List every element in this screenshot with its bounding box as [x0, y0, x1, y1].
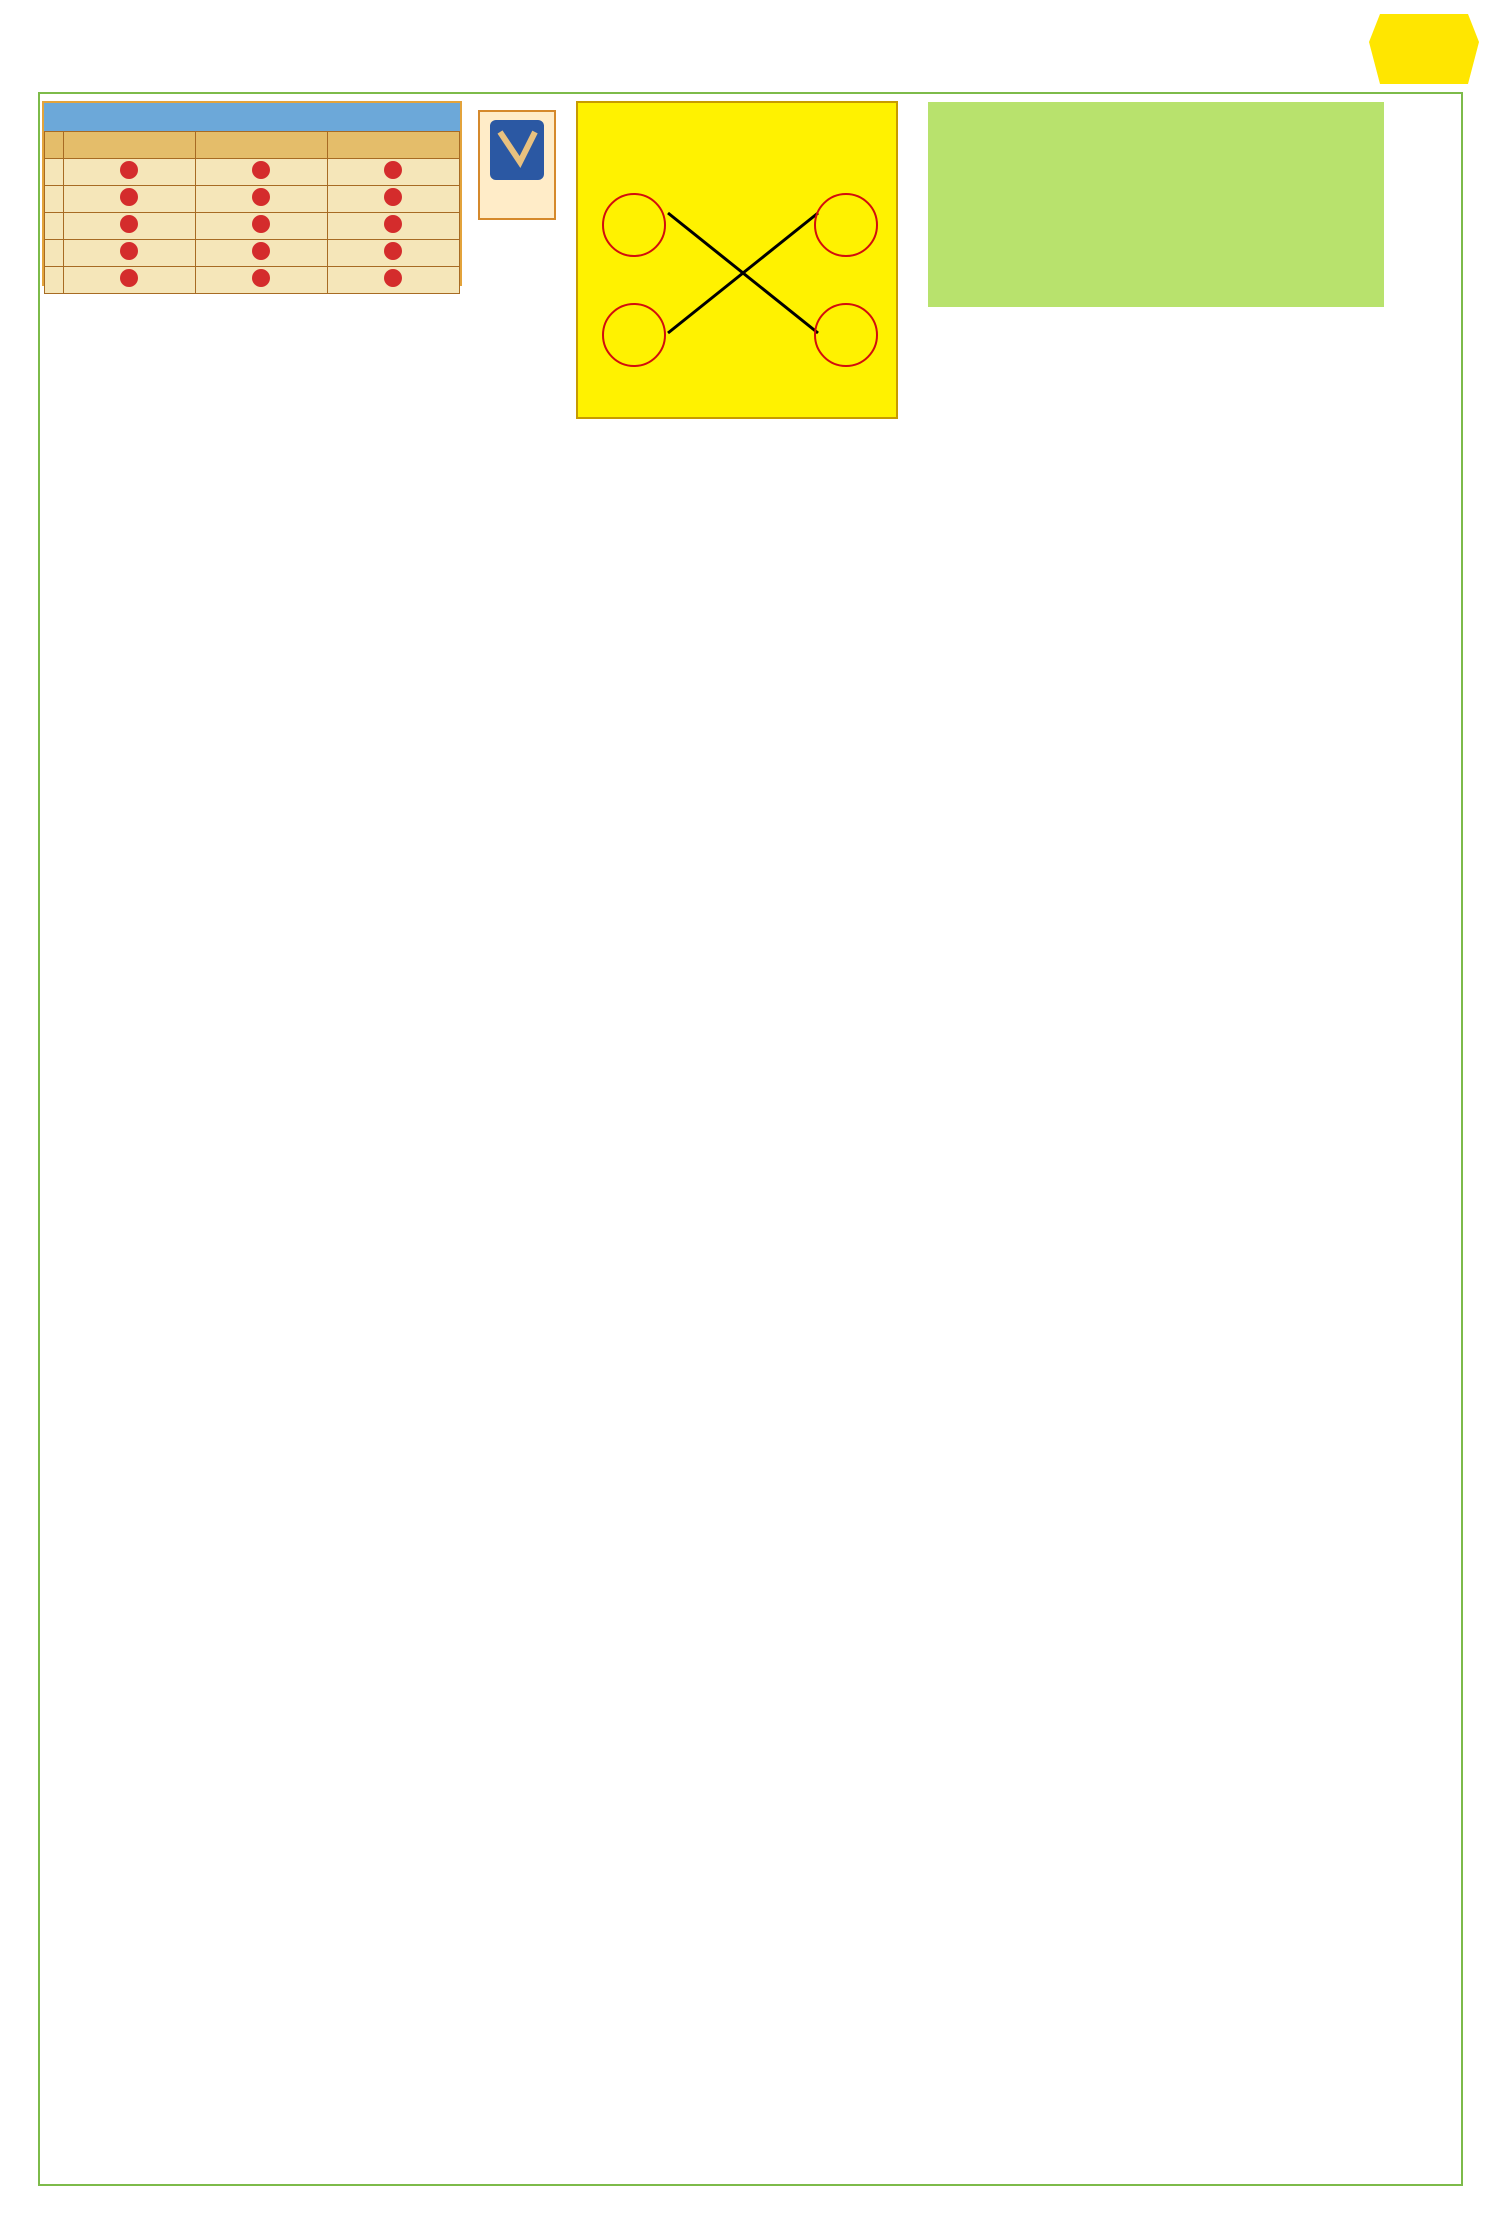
- col-header: [327, 132, 459, 159]
- col-header: [45, 132, 64, 159]
- table-row: [45, 267, 460, 294]
- lucky-number: [814, 193, 878, 257]
- hot-cold-table: [44, 131, 460, 294]
- hot-cold-table-panel: [42, 101, 462, 286]
- table-row: [45, 186, 460, 213]
- cross-lines: [578, 103, 900, 421]
- lucky-number: [602, 303, 666, 367]
- col-header: [195, 132, 327, 159]
- lucky-number: [602, 193, 666, 257]
- green-placeholder-block: [928, 102, 1384, 307]
- door-icon: [478, 110, 556, 220]
- lucky-combo-panel: [576, 101, 898, 419]
- table-row: [45, 213, 460, 240]
- table-row: [45, 240, 460, 267]
- lucky-number: [814, 303, 878, 367]
- table-title: [44, 103, 460, 131]
- col-header: [63, 132, 195, 159]
- table-row: [45, 159, 460, 186]
